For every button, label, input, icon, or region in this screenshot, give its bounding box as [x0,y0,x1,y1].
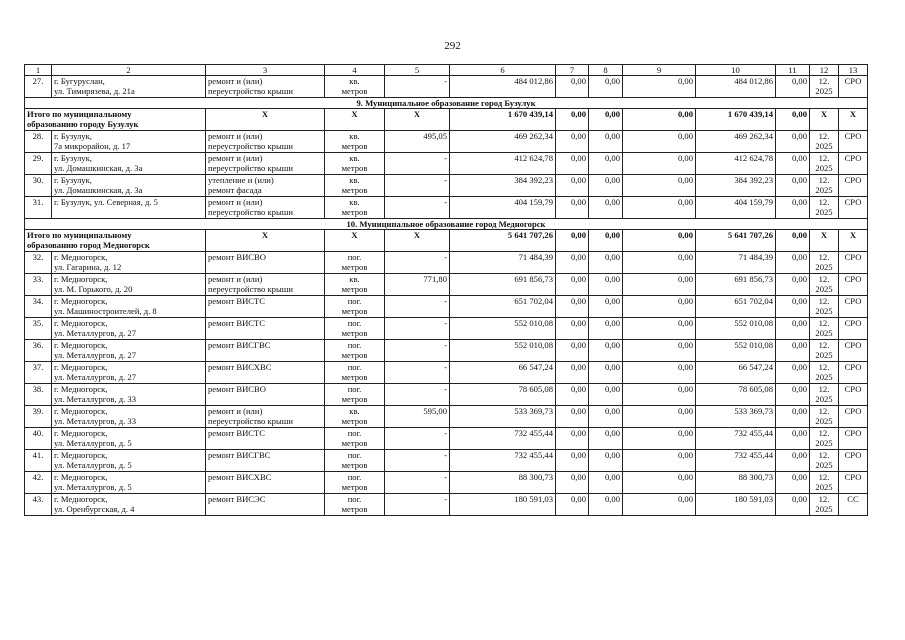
work-type: ремонт ВИСТС [206,428,325,450]
funding-method: СРО [839,384,868,406]
address: г. Медногорск, ул. Металлургов, д. 5 [52,428,206,450]
value-col-9: 0,00 [623,428,696,450]
address: г. Бугуруслан, ул. Тимирязева, д. 21а [52,76,206,98]
volume: Х [385,109,450,131]
address: г. Медногорск, ул. Металлургов, д. 33 [52,406,206,428]
value-col-9: 0,00 [623,131,696,153]
table-row [25,296,868,318]
column-number: 9 [623,65,696,76]
funding-method: СРО [839,450,868,472]
value-col-8: 0,00 [589,252,623,274]
value-col-8: 0,00 [589,76,623,98]
funding-method: Х [839,109,868,131]
unit: пог. метров [325,318,385,340]
volume: - [385,76,450,98]
row-number: 31. [25,197,52,219]
address: г. Медногорск, ул. Машиностроителей, д. 8 [52,296,206,318]
volume: - [385,450,450,472]
value-col-7: 0,00 [556,318,589,340]
value-col-7: 0,00 [556,252,589,274]
column-number: 13 [839,65,868,76]
address: г. Медногорск, ул. М. Горького, д. 20 [52,274,206,296]
volume: - [385,340,450,362]
value-col-9: 0,00 [623,362,696,384]
column-number: 7 [556,65,589,76]
value-col-9: 0,00 [623,109,696,131]
column-number: 3 [206,65,325,76]
value-col-7: 0,00 [556,472,589,494]
total-cost: 1 670 439,14 [450,109,556,131]
total-cost: 384 392,23 [450,175,556,197]
column-number: 5 [385,65,450,76]
total-cost: 412 624,78 [450,153,556,175]
value-col-11: 0,00 [776,175,810,197]
value-col-11: 0,00 [776,252,810,274]
unit: кв. метров [325,197,385,219]
work-type: ремонт и (или) переустройство крыши [206,274,325,296]
value-col-10: 651 702,04 [696,296,776,318]
total-cost: 66 547,24 [450,362,556,384]
volume: - [385,197,450,219]
total-label: Итого по муниципальному образованию город Медногорск [25,230,206,252]
value-col-8: 0,00 [589,274,623,296]
work-type: ремонт ВИСТС [206,296,325,318]
value-col-7: 0,00 [556,230,589,252]
value-col-8: 0,00 [589,318,623,340]
value-col-11: 0,00 [776,450,810,472]
work-type: ремонт ВИСВО [206,252,325,274]
volume: - [385,472,450,494]
value-col-11: 0,00 [776,296,810,318]
value-col-8: 0,00 [589,175,623,197]
work-type: ремонт ВИСЭС [206,494,325,516]
value-col-9: 0,00 [623,153,696,175]
unit: пог. метров [325,296,385,318]
table-body [25,65,868,516]
value-col-11: 0,00 [776,318,810,340]
row-number: 32. [25,252,52,274]
row-number: 29. [25,153,52,175]
funding-method: СРО [839,131,868,153]
section-title: 9. Муниципальное образование город Бузулук [25,98,868,109]
volume: - [385,494,450,516]
total-cost: 404 159,79 [450,197,556,219]
table-row [25,384,868,406]
column-number: 8 [589,65,623,76]
value-col-11: 0,00 [776,230,810,252]
work-type: утепление и (или) ремонт фасада [206,175,325,197]
unit: кв. метров [325,175,385,197]
table-row [25,153,868,175]
funding-method: СРО [839,175,868,197]
table-row [25,406,868,428]
funding-method: СРО [839,428,868,450]
completion-date: 12. 2025 [810,428,839,450]
address: г. Бузулук, ул. Северная, д. 5 [52,197,206,219]
completion-date: Х [810,109,839,131]
completion-date: 12. 2025 [810,472,839,494]
funding-method: СРО [839,153,868,175]
work-type: ремонт и (или) переустройство крыши [206,197,325,219]
table-row [25,362,868,384]
value-col-9: 0,00 [623,340,696,362]
funding-method: СРО [839,252,868,274]
table-row [25,494,868,516]
column-number: 12 [810,65,839,76]
column-number: 11 [776,65,810,76]
completion-date: 12. 2025 [810,197,839,219]
value-col-8: 0,00 [589,230,623,252]
value-col-9: 0,00 [623,274,696,296]
value-col-10: 88 300,73 [696,472,776,494]
total-cost: 732 455,44 [450,428,556,450]
funding-method: СРО [839,274,868,296]
value-col-11: 0,00 [776,494,810,516]
address: г. Медногорск, ул. Металлургов, д. 5 [52,472,206,494]
value-col-10: 691 856,73 [696,274,776,296]
row-number: 43. [25,494,52,516]
value-col-10: 484 012,86 [696,76,776,98]
value-col-8: 0,00 [589,428,623,450]
value-col-7: 0,00 [556,384,589,406]
total-cost: 484 012,86 [450,76,556,98]
value-col-10: 469 262,34 [696,131,776,153]
work-type: ремонт ВИСГВС [206,340,325,362]
column-number: 10 [696,65,776,76]
value-col-7: 0,00 [556,175,589,197]
funding-method: СРО [839,296,868,318]
value-col-7: 0,00 [556,406,589,428]
unit: пог. метров [325,340,385,362]
row-number: 33. [25,274,52,296]
table-row [25,197,868,219]
value-col-7: 0,00 [556,274,589,296]
value-col-9: 0,00 [623,197,696,219]
address: г. Медногорск, ул. Металлургов, д. 33 [52,384,206,406]
address: г. Медногорск, ул. Металлургов, д. 5 [52,450,206,472]
value-col-8: 0,00 [589,406,623,428]
volume: - [385,296,450,318]
value-col-10: 5 641 707,26 [696,230,776,252]
row-number: 42. [25,472,52,494]
value-col-9: 0,00 [623,175,696,197]
column-number: 4 [325,65,385,76]
row-number: 27. [25,76,52,98]
value-col-7: 0,00 [556,131,589,153]
page-number: 292 [444,40,461,52]
work-type: ремонт и (или) переустройство крыши [206,153,325,175]
value-col-10: 732 455,44 [696,428,776,450]
value-col-9: 0,00 [623,252,696,274]
work-type: ремонт и (или) переустройство крыши [206,131,325,153]
table-row [25,340,868,362]
value-col-7: 0,00 [556,296,589,318]
unit: пог. метров [325,384,385,406]
completion-date: 12. 2025 [810,406,839,428]
funding-method: СРО [839,340,868,362]
completion-date: 12. 2025 [810,76,839,98]
value-col-7: 0,00 [556,340,589,362]
column-number: 6 [450,65,556,76]
volume: - [385,362,450,384]
completion-date: 12. 2025 [810,340,839,362]
funding-method: СРО [839,406,868,428]
value-col-10: 78 605,08 [696,384,776,406]
value-col-9: 0,00 [623,296,696,318]
completion-date: 12. 2025 [810,318,839,340]
work-type: ремонт ВИСХВС [206,362,325,384]
table-row [25,131,868,153]
value-col-8: 0,00 [589,131,623,153]
total-cost: 552 010,08 [450,340,556,362]
value-col-9: 0,00 [623,450,696,472]
unit: кв. метров [325,131,385,153]
value-col-8: 0,00 [589,340,623,362]
total-cost: 732 455,44 [450,450,556,472]
row-number: 28. [25,131,52,153]
total-cost: 691 856,73 [450,274,556,296]
total-cost: 5 641 707,26 [450,230,556,252]
value-col-7: 0,00 [556,153,589,175]
address: г. Бузулук, ул. Домашкинская, д. 3а [52,175,206,197]
table-row [25,450,868,472]
funding-method: СРО [839,472,868,494]
column-number: 2 [52,65,206,76]
total-cost: 552 010,08 [450,318,556,340]
value-col-8: 0,00 [589,109,623,131]
funding-method: СРО [839,197,868,219]
address: г. Медногорск, ул. Металлургов, д. 27 [52,362,206,384]
value-col-10: 384 392,23 [696,175,776,197]
unit: пог. метров [325,362,385,384]
unit: пог. метров [325,494,385,516]
volume: 495,05 [385,131,450,153]
value-col-8: 0,00 [589,472,623,494]
address: г. Бузулук, 7а микрорайон, д. 17 [52,131,206,153]
table-row [25,318,868,340]
unit: кв. метров [325,76,385,98]
completion-date: 12. 2025 [810,450,839,472]
completion-date: 12. 2025 [810,252,839,274]
value-col-10: 412 624,78 [696,153,776,175]
value-col-11: 0,00 [776,274,810,296]
total-row [25,109,868,131]
row-number: 39. [25,406,52,428]
value-col-8: 0,00 [589,384,623,406]
value-col-8: 0,00 [589,450,623,472]
section-title: 10. Муниципальное образование город Медногорск [25,219,868,230]
table-row [25,252,868,274]
funding-method: СРО [839,362,868,384]
work-type: Х [206,230,325,252]
table-row [25,274,868,296]
row-number: 40. [25,428,52,450]
volume: Х [385,230,450,252]
completion-date: 12. 2025 [810,274,839,296]
row-number: 37. [25,362,52,384]
value-col-7: 0,00 [556,197,589,219]
completion-date: 12. 2025 [810,175,839,197]
row-number: 35. [25,318,52,340]
volume: - [385,175,450,197]
volume: - [385,153,450,175]
funding-method: СРО [839,76,868,98]
value-col-7: 0,00 [556,428,589,450]
value-col-11: 0,00 [776,197,810,219]
value-col-10: 180 591,03 [696,494,776,516]
address: г. Медногорск, ул. Металлургов, д. 27 [52,340,206,362]
table-row [25,472,868,494]
total-row [25,230,868,252]
value-col-7: 0,00 [556,362,589,384]
unit: пог. метров [325,428,385,450]
value-col-11: 0,00 [776,362,810,384]
value-col-9: 0,00 [623,230,696,252]
value-col-10: 404 159,79 [696,197,776,219]
section-row [25,219,868,230]
value-col-10: 552 010,08 [696,340,776,362]
funding-method: Х [839,230,868,252]
completion-date: 12. 2025 [810,362,839,384]
value-col-10: 71 484,39 [696,252,776,274]
volume: - [385,428,450,450]
value-col-11: 0,00 [776,384,810,406]
volume: 595,00 [385,406,450,428]
work-type: ремонт ВИСГВС [206,450,325,472]
section-row [25,98,868,109]
value-col-8: 0,00 [589,197,623,219]
value-col-11: 0,00 [776,340,810,362]
value-col-9: 0,00 [623,384,696,406]
value-col-9: 0,00 [623,472,696,494]
total-cost: 180 591,03 [450,494,556,516]
value-col-11: 0,00 [776,472,810,494]
capital-repair-table [24,64,868,516]
total-label: Итого по муниципальному образованию городу Бузулук [25,109,206,131]
unit: кв. метров [325,274,385,296]
table-row [25,175,868,197]
value-col-8: 0,00 [589,362,623,384]
volume: - [385,252,450,274]
value-col-11: 0,00 [776,153,810,175]
work-type: Х [206,109,325,131]
value-col-11: 0,00 [776,76,810,98]
value-col-9: 0,00 [623,406,696,428]
value-col-10: 533 369,73 [696,406,776,428]
completion-date: Х [810,230,839,252]
funding-method: СС [839,494,868,516]
address: г. Бузулук, ул. Домашкинская, д. 3а [52,153,206,175]
value-col-11: 0,00 [776,131,810,153]
value-col-8: 0,00 [589,296,623,318]
completion-date: 12. 2025 [810,153,839,175]
unit: Х [325,230,385,252]
unit: пог. метров [325,472,385,494]
row-number: 41. [25,450,52,472]
value-col-11: 0,00 [776,109,810,131]
value-col-10: 732 455,44 [696,450,776,472]
value-col-7: 0,00 [556,76,589,98]
value-col-10: 66 547,24 [696,362,776,384]
work-type: ремонт ВИСХВС [206,472,325,494]
total-cost: 651 702,04 [450,296,556,318]
address: г. Медногорск, ул. Металлургов, д. 27 [52,318,206,340]
volume: - [385,384,450,406]
work-type: ремонт и (или) переустройство крыши [206,76,325,98]
value-col-7: 0,00 [556,494,589,516]
volume: 771,80 [385,274,450,296]
funding-method: СРО [839,318,868,340]
row-number: 36. [25,340,52,362]
address: г. Медногорск, ул. Гагарина, д. 12 [52,252,206,274]
address: г. Медногорск, ул. Оренбургская, д. 4 [52,494,206,516]
value-col-11: 0,00 [776,428,810,450]
volume: - [385,318,450,340]
total-cost: 78 605,08 [450,384,556,406]
value-col-8: 0,00 [589,153,623,175]
row-number: 34. [25,296,52,318]
total-cost: 469 262,34 [450,131,556,153]
value-col-9: 0,00 [623,494,696,516]
table-row [25,76,868,98]
completion-date: 12. 2025 [810,384,839,406]
total-cost: 71 484,39 [450,252,556,274]
value-col-7: 0,00 [556,450,589,472]
value-col-9: 0,00 [623,318,696,340]
completion-date: 12. 2025 [810,494,839,516]
value-col-8: 0,00 [589,494,623,516]
completion-date: 12. 2025 [810,296,839,318]
value-col-9: 0,00 [623,76,696,98]
unit: пог. метров [325,252,385,274]
unit: Х [325,109,385,131]
work-type: ремонт и (или) переустройство крыши [206,406,325,428]
total-cost: 533 369,73 [450,406,556,428]
unit: кв. метров [325,153,385,175]
row-number: 30. [25,175,52,197]
value-col-7: 0,00 [556,109,589,131]
value-col-11: 0,00 [776,406,810,428]
value-col-10: 1 670 439,14 [696,109,776,131]
unit: пог. метров [325,450,385,472]
work-type: ремонт ВИСТС [206,318,325,340]
column-number-row [25,65,868,76]
column-number: 1 [25,65,52,76]
completion-date: 12. 2025 [810,131,839,153]
value-col-10: 552 010,08 [696,318,776,340]
row-number: 38. [25,384,52,406]
table-row [25,428,868,450]
unit: кв. метров [325,406,385,428]
total-cost: 88 300,73 [450,472,556,494]
work-type: ремонт ВИСВО [206,384,325,406]
